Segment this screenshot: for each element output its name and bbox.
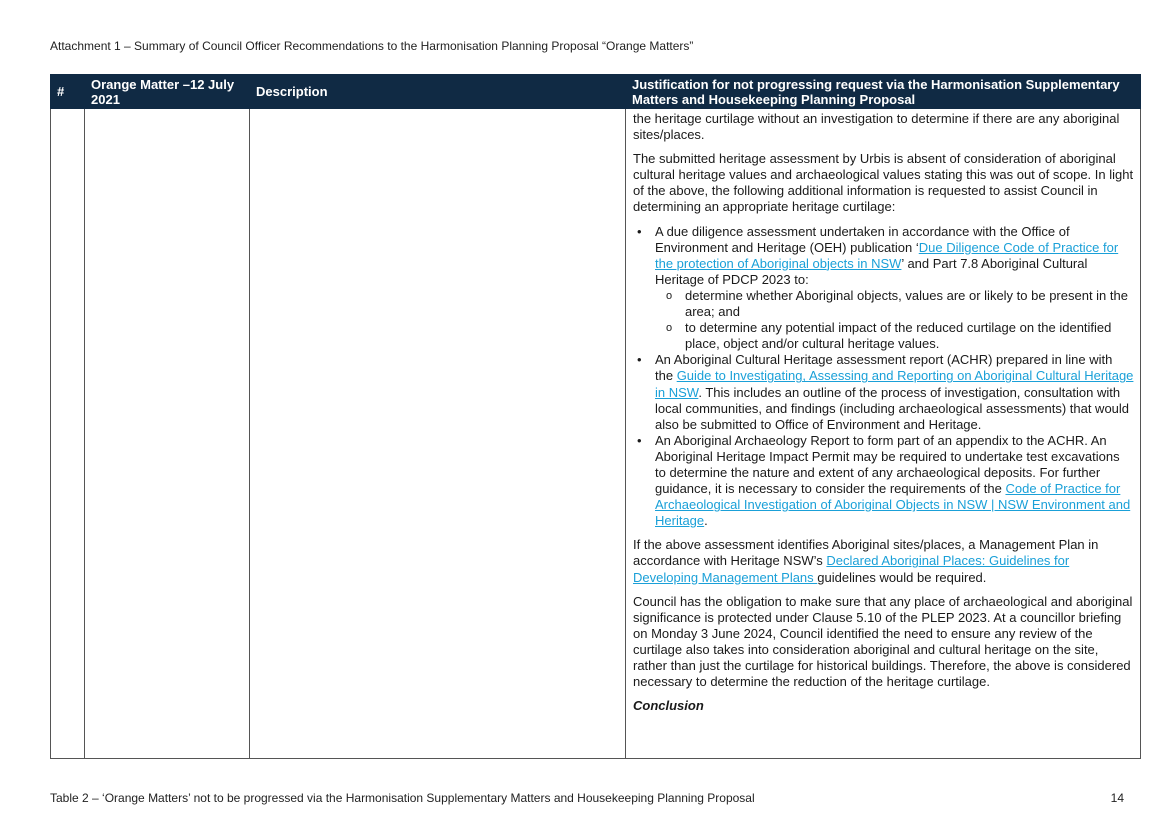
list-item-text: . <box>704 513 708 529</box>
bullet-icon: • <box>637 223 642 239</box>
list-item <box>637 432 1134 530</box>
conclusion-heading: Conclusion <box>633 698 704 714</box>
list-item-text: An Aboriginal Archaeology Report to form part of an appendix to the ACHR. An Aboriginal Heritage Impact Permit may be required to undertake test excavations to determine the nature and extent of any archaeological deposits. For further guidance, it is necessary to consider the requirements of the <box>655 432 1120 497</box>
page-footer <box>50 791 1124 805</box>
orange-matters-table <box>50 74 1141 759</box>
column-header-orange-matter: Orange Matter –12 July 2021 <box>85 75 250 109</box>
justification-paragraph: Council has the obligation to make sure that any place of archaeological and aboriginal significance is protected under Clause 5.10 of the PLEP 2023. At a councillor briefing on Monday 3 June 2024, Council identified the need to ensure any review of the curtilage also takes into consideration aboriginal and cultural heritage on the site, rather than just the curtilage for historical buildings. Therefore, the above is considered necessary to determine the reduction of the heritage curtilage. <box>633 593 1133 690</box>
list-item-text: An Aboriginal Cultural Heritage assessment report (ACHR) prepared in line with the <box>655 352 1113 384</box>
due-diligence-code-link[interactable]: Due Diligence Code of Practice for the protection of Aboriginal objects in NSW <box>655 239 1119 271</box>
page-number: 14 <box>1110 791 1124 805</box>
sub-list-item-text: to determine any potential impact of the reduced curtilage on the identified place, object and/or cultural heritage values. <box>685 320 1112 352</box>
sub-list-item <box>666 287 1134 320</box>
circle-bullet-icon: o <box>666 289 673 302</box>
list-item <box>637 352 1134 432</box>
column-header-justification: Justification for not progressing request via the Harmonisation Supplementary Matters and Housekeeping Planning Proposal <box>626 75 1141 109</box>
bullet-icon: • <box>637 432 642 448</box>
paragraph-text: If the above assessment identifies Aboriginal sites/places, a Management Plan in accordance with Heritage NSW’s <box>633 537 1099 569</box>
list-item-text: A due diligence assessment undertaken in accordance with the Office of Environment and Heritage (OEH) publication ‘ <box>655 223 1070 255</box>
circle-bullet-icon: o <box>666 322 673 335</box>
justification-paragraph: The submitted heritage assessment by Urbis is absent of consideration of aboriginal cultural heritage values and archaeological values stating this was out of scope. In light of the above, the following additional information is requested to assist Council in determining an appropriate heritage curtilage: <box>633 151 1134 215</box>
cell-orange-matter <box>85 109 250 759</box>
bullet-icon: • <box>637 352 642 368</box>
cell-number <box>51 109 85 759</box>
page-header: Attachment 1 – Summary of Council Officer Recommendations to the Harmonisation Planning Proposal “Orange Matters” <box>50 39 694 53</box>
list-item <box>637 223 1134 353</box>
justification-paragraph: the heritage curtilage without an investigation to determine if there are any aboriginal sites/places. <box>633 111 1120 143</box>
column-header-description: Description <box>250 75 626 109</box>
paragraph-text: guidelines would be required. <box>817 569 987 585</box>
list-item-text: ’ and Part 7.8 Aboriginal Cultural Heritage of PDCP 2023 to: <box>655 255 1088 287</box>
table-row <box>51 109 1141 759</box>
declared-aboriginal-places-link[interactable]: Declared Aboriginal Places: Guidelines for Developing Management Plans <box>633 553 1070 585</box>
guide-aboriginal-heritage-link[interactable]: Guide to Investigating, Assessing and Reporting on Aboriginal Cultural Heritage in NSW <box>655 368 1134 400</box>
cell-description <box>250 109 626 759</box>
justification-content <box>626 109 1140 714</box>
sub-list-item-text: determine whether Aboriginal objects, values are or likely to be present in the area; and <box>685 287 1128 320</box>
list-item-text: . This includes an outline of the process of investigation, consultation with local communities, and findings (including archaeological assessments) that would also be submitted to Office of Environment and Heritage. <box>655 384 1130 432</box>
column-header-number: # <box>51 75 85 109</box>
table-caption: Table 2 – ‘Orange Matters’ not to be progressed via the Harmonisation Supplementary Matters and Housekeeping Planning Proposal <box>50 791 755 805</box>
cell-justification <box>626 109 1141 759</box>
sub-list <box>655 288 1134 352</box>
justification-paragraph <box>633 537 1134 585</box>
code-of-practice-archaeology-link[interactable]: Code of Practice for Archaeological Investigation of Aboriginal Objects in NSW | NSW Environment and Heritage <box>655 481 1131 529</box>
requirements-list <box>633 224 1134 530</box>
table-header-row <box>51 75 1141 109</box>
sub-list-item <box>666 320 1134 352</box>
